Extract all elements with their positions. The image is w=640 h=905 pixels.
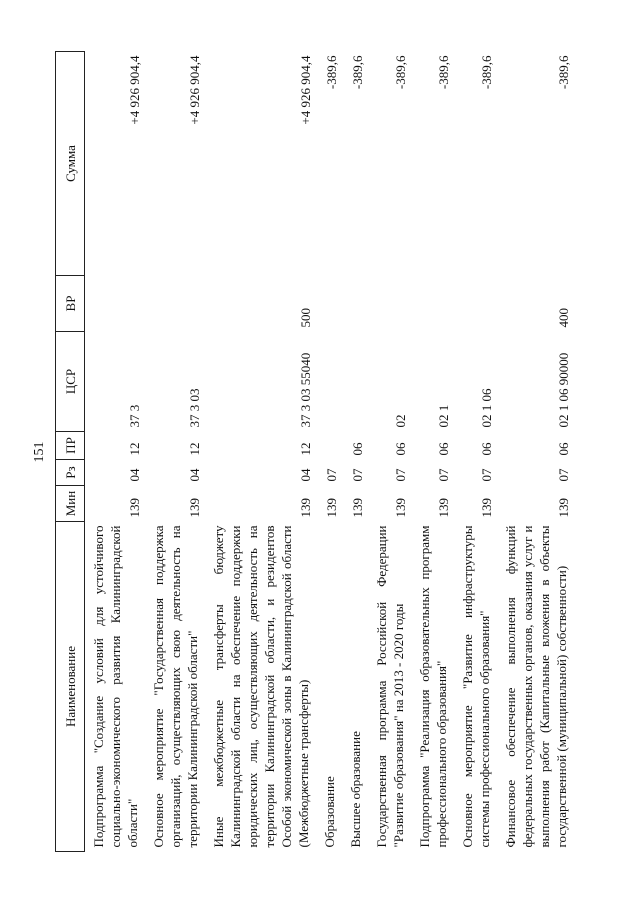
header-sum: Сумма bbox=[56, 52, 85, 276]
row-pr: 06 bbox=[350, 442, 365, 456]
row-rz: 07 bbox=[324, 468, 339, 482]
row-csr: 02 bbox=[393, 414, 408, 428]
row-sum: -389,6 bbox=[350, 55, 365, 90]
row-csr bbox=[316, 332, 342, 432]
row-pr: 12 bbox=[298, 442, 313, 456]
row-name: Государственная программа Российской Федерации "Развитие образования" на 2013 - 2020 годы bbox=[374, 525, 406, 848]
header-name: Наименование bbox=[56, 522, 85, 852]
row-sum: -389,6 bbox=[324, 55, 339, 90]
table-header-row bbox=[56, 52, 85, 852]
row-name: Образование bbox=[322, 776, 337, 848]
row-min: 139 bbox=[187, 498, 202, 518]
table-row bbox=[145, 52, 205, 852]
table-row bbox=[411, 52, 454, 852]
row-vr bbox=[454, 276, 497, 332]
row-vr: 400 bbox=[556, 308, 571, 328]
row-sum: +4 926 904,4 bbox=[127, 55, 142, 125]
row-pr: 06 bbox=[393, 442, 408, 456]
row-csr: 02 1 bbox=[436, 404, 451, 428]
row-rz: 04 bbox=[127, 468, 142, 482]
row-sum: -389,6 bbox=[393, 55, 408, 90]
row-name: Иные межбюджетные трансферты бюджету Калининградской области на обеспечение поддержки юридических лиц, осуществляющих деятельность на территории Калининградской области, и резидентов Особой экономической зоны в Калининградской области (Межбюджетные трансферты) bbox=[211, 525, 311, 848]
row-min: 139 bbox=[127, 498, 142, 518]
row-rz: 07 bbox=[350, 468, 365, 482]
row-min: 139 bbox=[436, 498, 451, 518]
row-name: Высшее образование bbox=[348, 731, 363, 848]
row-vr bbox=[85, 276, 146, 332]
row-pr: 06 bbox=[436, 442, 451, 456]
row-min: 139 bbox=[350, 498, 365, 518]
row-pr: 12 bbox=[187, 442, 202, 456]
row-name: Основное мероприятие "Государственная поддержка организаций, осуществляющих свою деятельность на территории Калининградской области" bbox=[151, 525, 200, 848]
row-pr: 06 bbox=[479, 442, 494, 456]
row-vr: 500 bbox=[298, 308, 313, 328]
row-csr: 02 1 06 bbox=[479, 388, 494, 428]
header-csr: ЦСР bbox=[56, 332, 85, 432]
row-csr bbox=[342, 332, 368, 432]
row-pr: 12 bbox=[127, 442, 142, 456]
row-min: 139 bbox=[324, 498, 339, 518]
row-vr bbox=[342, 276, 368, 332]
row-vr bbox=[368, 276, 411, 332]
table-row bbox=[368, 52, 411, 852]
row-sum: -389,6 bbox=[479, 55, 494, 90]
header-vr: ВР bbox=[56, 276, 85, 332]
row-rz: 07 bbox=[479, 468, 494, 482]
header-rz: Рз bbox=[56, 460, 85, 486]
row-vr bbox=[145, 276, 205, 332]
row-csr: 37 3 03 bbox=[187, 388, 202, 428]
table-row bbox=[454, 52, 497, 852]
row-sum: -389,6 bbox=[436, 55, 451, 90]
table-row bbox=[205, 52, 316, 852]
table-row bbox=[316, 52, 342, 852]
row-vr bbox=[411, 276, 454, 332]
row-pr bbox=[316, 432, 342, 460]
row-csr: 37 3 03 55040 bbox=[298, 352, 313, 428]
row-csr: 37 3 bbox=[127, 404, 142, 428]
row-rz: 07 bbox=[393, 468, 408, 482]
table-row bbox=[497, 52, 574, 852]
row-sum: +4 926 904,4 bbox=[187, 55, 202, 125]
row-rz: 07 bbox=[436, 468, 451, 482]
row-min: 139 bbox=[393, 498, 408, 518]
row-sum: +4 926 904,4 bbox=[298, 55, 313, 125]
row-min: 139 bbox=[298, 498, 313, 518]
row-csr: 02 1 06 90000 bbox=[556, 352, 571, 428]
header-pr: ПР bbox=[56, 432, 85, 460]
table-row bbox=[85, 52, 146, 852]
page-number: 151 bbox=[32, 441, 47, 463]
table-row bbox=[342, 52, 368, 852]
row-min: 139 bbox=[479, 498, 494, 518]
row-min: 139 bbox=[556, 498, 571, 518]
row-name: Финансовое обеспечение выполнения функций федеральных государственных органов, оказания услуг и выполнения работ (Капитальные вложения в объекты государственной (муниципальной) собственности) bbox=[503, 525, 569, 848]
row-sum: -389,6 bbox=[556, 55, 571, 90]
header-min: Мин bbox=[56, 486, 85, 522]
rotated-page bbox=[55, 52, 585, 852]
row-rz: 04 bbox=[187, 468, 202, 482]
row-pr: 06 bbox=[556, 442, 571, 456]
row-name: Подпрограмма "Реализация образовательных программ профессионального образования" bbox=[417, 525, 449, 848]
row-rz: 04 bbox=[298, 468, 313, 482]
row-rz: 07 bbox=[556, 468, 571, 482]
row-name: Подпрограмма "Создание условий для устойчивого социально-экономического развития Калининградской области" bbox=[91, 525, 140, 848]
budget-table bbox=[55, 51, 574, 852]
row-vr bbox=[316, 276, 342, 332]
row-name: Основное мероприятие "Развитие инфраструктуры системы профессионального образования" bbox=[460, 525, 492, 848]
